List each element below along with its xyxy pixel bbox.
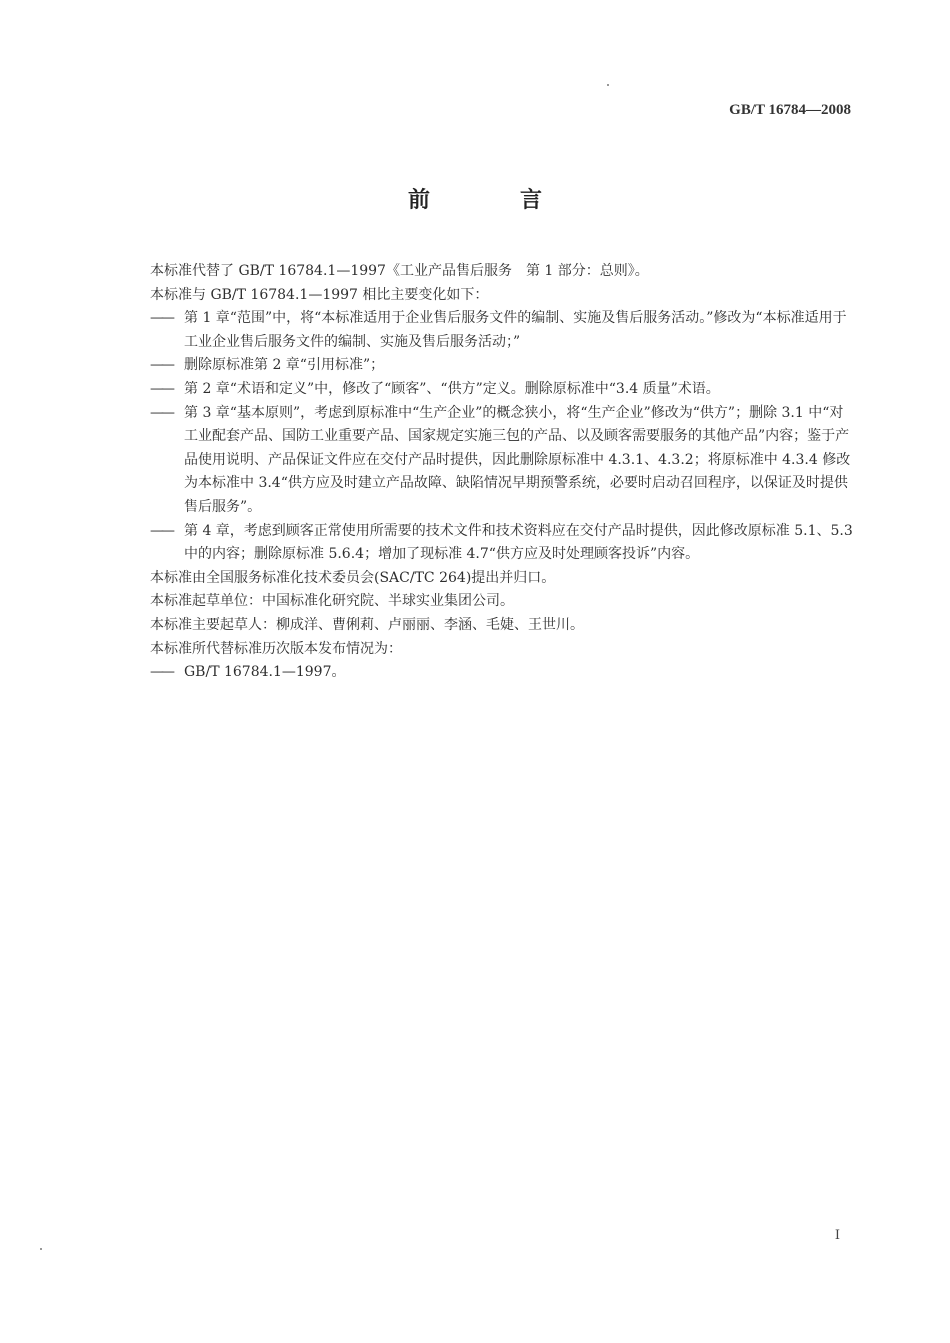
dash-marker: —— [150, 522, 172, 539]
intro-paragraph: 本标准与 GB/T 16784.1—1997 相比主要变化如下： [150, 286, 489, 303]
page-number: I [834, 1228, 840, 1243]
change-item [150, 402, 855, 520]
dash-marker: —— [150, 310, 172, 327]
closing-paragraph: 本标准起草单位：中国标准化研究院、半球实业集团公司。 [150, 593, 514, 610]
change-item [150, 520, 855, 567]
dash-marker: —— [150, 404, 172, 421]
scan-speck [40, 1248, 42, 1250]
change-item [150, 354, 855, 378]
closing-paragraph: 本标准主要起草人：柳成洋、曹俐莉、卢丽丽、李涵、毛婕、王世川。 [150, 616, 584, 633]
closing-paragraph: 本标准所代替标准历次版本发布情况为： [150, 640, 402, 657]
document-body [150, 260, 855, 685]
closing-paragraph: 本标准由全国服务标准化技术委员会(SAC/TC 264)提出并归口。 [150, 569, 556, 586]
change-text: 第 2 章“术语和定义”中，修改了“顾客”、“供方”定义。删除原标准中“3.4 质量”术语。 [184, 380, 720, 397]
change-text: 第 1 章“范围”中，将“本标准适用于企业售后服务文件的编制、实施及售后服务活动。”修改为“本标准适用于工业企业售后服务文件的编制、实施及售后服务活动；” [184, 310, 847, 350]
standard-code: GB/T 16784—2008 [729, 102, 851, 118]
dash-marker: —— [150, 664, 172, 681]
page-title: 前 言 [407, 187, 576, 213]
change-text: 第 3 章“基本原则”，考虑到原标准中“生产企业”的概念狭小，将“生产企业”修改为“供方”；删除 3.1 中“对工业配套产品、国防工业重要产品、国家规定实施三包的产品、以及顾客需要服务的其他产品”内容；鉴于产品使用说明、产品保证文件应在交付产品时提供，因此删除原标准中 4.3.1、4.3.2；将原标准中 4.3.4 修改为本标准中 3.4“供方应及时建立产品故障、缺陷情况早期预警系统，必要时启动召回程序，以保证及时提供售后服务”。 [184, 404, 851, 515]
change-text: 删除原标准第 2 章“引用标准”； [184, 357, 385, 374]
change-item [150, 378, 855, 402]
history-text: GB/T 16784.1—1997。 [184, 664, 346, 681]
change-item [150, 307, 855, 354]
change-text: 第 4 章，考虑到顾客正常使用所需要的技术文件和技术资料应在交付产品时提供，因此修改原标准 5.1、5.3 中的内容；删除原标准 5.6.4；增加了现标准 4.7“供方应及时处理顾客投诉”内容。 [184, 522, 853, 563]
intro-paragraph: 本标准代替了 GB/T 16784.1—1997《工业产品售后服务 第 1 部分：总则》。 [150, 263, 649, 279]
scan-speck [607, 84, 609, 86]
dash-marker: —— [150, 357, 172, 374]
dash-marker: —— [150, 380, 172, 397]
history-item [150, 661, 855, 685]
